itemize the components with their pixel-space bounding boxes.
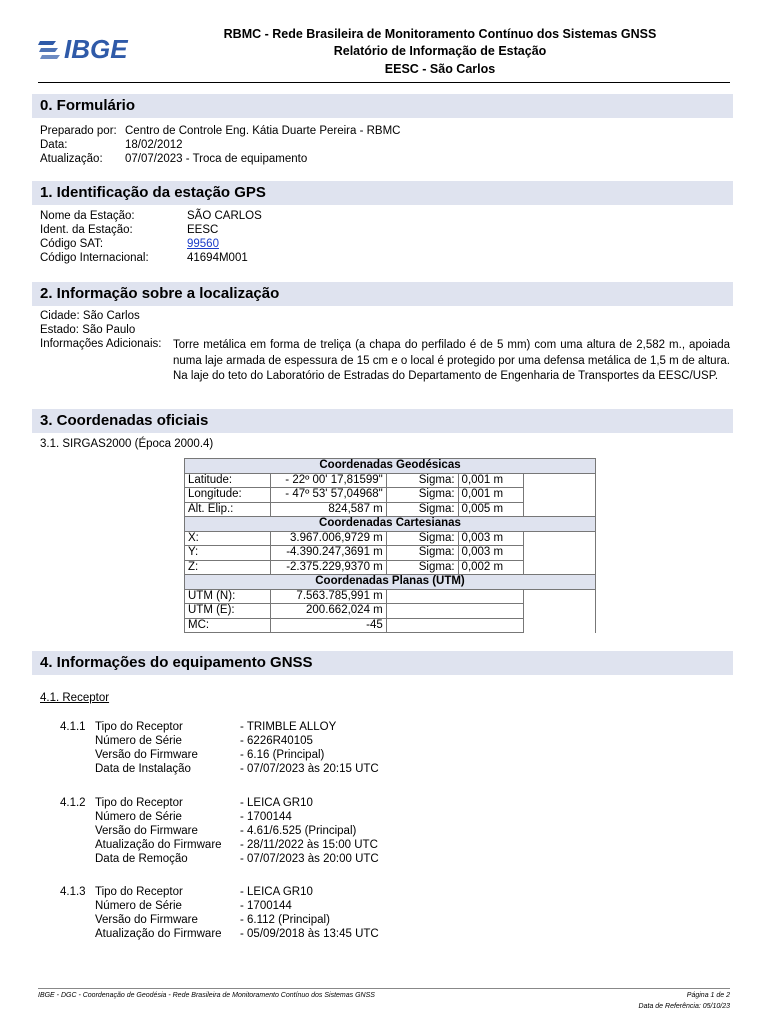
install-date-label: Data de Instalação — [95, 763, 191, 775]
y-label: Y: — [185, 546, 271, 561]
additional-info-label: Informações Adicionais: — [40, 338, 162, 350]
empty-cell — [524, 618, 596, 633]
receiver-type-label: Tipo do Receptor — [95, 886, 183, 898]
empty-cell — [524, 546, 596, 561]
x-value: 3.967.006,9729 m — [270, 531, 386, 546]
header-title: RBMC - Rede Brasileira de Monitoramento Contínuo dos Sistemas GNSS — [223, 27, 657, 41]
table-row — [185, 589, 596, 604]
empty-cell — [386, 589, 524, 604]
install-date-value: - 07/07/2023 às 20:15 UTC — [240, 763, 379, 775]
update-value: 07/07/2023 - Troca de equipamento — [125, 153, 308, 165]
reference-date: Data de Referência: 05/10/23 — [638, 1003, 730, 1010]
empty-cell — [386, 618, 524, 633]
geodetic-header: Coordenadas Geodésicas — [185, 459, 596, 474]
footer-rule — [38, 988, 730, 989]
ibge-logo — [38, 36, 146, 64]
sat-code-link[interactable]: 99560 — [187, 238, 219, 250]
firmware-update-label: Atualização do Firmware — [95, 928, 222, 940]
receiver-type-label: Tipo do Receptor — [95, 721, 183, 733]
utm-e-value: 200.662,024 m — [270, 604, 386, 619]
section-0-title: 0. Formulário — [32, 94, 733, 118]
firmware-value: - 6.16 (Principal) — [240, 749, 325, 761]
lon-sigma: 0,001 m — [458, 488, 524, 503]
footer-text: IBGE - DGC - Coordenação de Geodésia - Rede Brasileira de Monitoramento Contínuo dos Sistemas GNSS — [38, 992, 375, 999]
mc-label: MC: — [185, 618, 271, 633]
receiver-type-label: Tipo do Receptor — [95, 797, 183, 809]
y-sigma-label: Sigma: — [386, 546, 458, 561]
serial-value: - 1700144 — [240, 811, 292, 823]
z-value: -2.375.229,9370 m — [270, 560, 386, 575]
z-sigma-label: Sigma: — [386, 560, 458, 575]
table-row — [185, 531, 596, 546]
logo-text: IBGE — [64, 34, 128, 64]
y-sigma: 0,003 m — [458, 546, 524, 561]
empty-cell — [524, 488, 596, 503]
prepared-by-value: Centro de Controle Eng. Kátia Duarte Pereira - RBMC — [125, 125, 401, 137]
coordinates-table — [184, 458, 596, 633]
lat-label: Latitude: — [185, 473, 271, 488]
receiver-type-value: - LEICA GR10 — [240, 886, 313, 898]
section-4-title: 4. Informações do equipamento GNSS — [32, 651, 733, 675]
header-subtitle: Relatório de Informação de Estação — [333, 44, 547, 58]
alt-sigma: 0,005 m — [458, 502, 524, 517]
x-sigma-label: Sigma: — [386, 531, 458, 546]
station-id-label: Ident. da Estação: — [40, 224, 133, 236]
lon-sigma-label: Sigma: — [386, 488, 458, 503]
empty-cell — [524, 604, 596, 619]
alt-sigma-label: Sigma: — [386, 502, 458, 517]
firmware-value: - 4.61/6.525 (Principal) — [240, 825, 357, 837]
header-rule — [38, 82, 730, 83]
station-name-value: SÃO CARLOS — [187, 210, 262, 222]
firmware-value: - 6.112 (Principal) — [240, 914, 330, 926]
state-text: Estado: São Paulo — [40, 324, 136, 336]
firmware-label: Versão do Firmware — [95, 825, 198, 837]
alt-label: Alt. Elip.: — [185, 502, 271, 517]
receiver-number: 4.1.2 — [60, 797, 86, 809]
removal-date-label: Data de Remoção — [95, 853, 188, 865]
section-1-title: 1. Identificação da estação GPS — [32, 181, 733, 205]
receiver-type-value: - LEICA GR10 — [240, 797, 313, 809]
station-id-value: EESC — [187, 224, 219, 236]
utm-n-value: 7.563.785,991 m — [270, 589, 386, 604]
utm-e-label: UTM (E): — [185, 604, 271, 619]
empty-cell — [524, 589, 596, 604]
page-number: Página 1 de 2 — [686, 992, 730, 999]
lat-sigma: 0,001 m — [458, 473, 524, 488]
x-sigma: 0,003 m — [458, 531, 524, 546]
table-row — [185, 488, 596, 503]
firmware-update-value: - 28/11/2022 às 15:00 UTC — [240, 839, 378, 851]
intl-code-value: 41694M001 — [187, 252, 248, 264]
utm-n-label: UTM (N): — [185, 589, 271, 604]
date-label: Data: — [40, 139, 68, 151]
prepared-by-label: Preparado por: — [40, 125, 117, 137]
firmware-update-value: - 05/09/2018 às 13:45 UTC — [240, 928, 379, 940]
lon-label: Longitude: — [185, 488, 271, 503]
serial-value: - 1700144 — [240, 900, 292, 912]
empty-cell — [524, 560, 596, 575]
cartesian-header: Coordenadas Cartesianas — [185, 517, 596, 532]
city-text: Cidade: São Carlos — [40, 310, 140, 322]
table-row — [185, 546, 596, 561]
table-row — [185, 604, 596, 619]
z-label: Z: — [185, 560, 271, 575]
lat-sigma-label: Sigma: — [386, 473, 458, 488]
lat-value: - 22º 00' 17,81599" — [270, 473, 386, 488]
intl-code-label: Código Internacional: — [40, 252, 149, 264]
y-value: -4.390.247,3691 m — [270, 546, 386, 561]
table-row — [185, 502, 596, 517]
firmware-label: Versão do Firmware — [95, 914, 198, 926]
serial-value: - 6226R40105 — [240, 735, 313, 747]
empty-cell — [524, 531, 596, 546]
serial-label: Número de Série — [95, 811, 182, 823]
table-row — [185, 560, 596, 575]
empty-cell — [524, 502, 596, 517]
header-station: EESC - São Carlos — [384, 62, 496, 76]
serial-label: Número de Série — [95, 900, 182, 912]
additional-info-text: Torre metálica em forma de treliça (a chapa do perfilado é de 5 mm) com uma altura de 2,582 m., apoiada numa laje armada de espessura de 15 cm e o local é protegido por uma defensa metálica de 1,5 m de altura. Na laje do teto do Laboratório de Estradas do Departamento de Engenharia de Transportes da EESC/USP. — [173, 339, 730, 382]
removal-date-value: - 07/07/2023 às 20:00 UTC — [240, 853, 379, 865]
firmware-update-label: Atualização do Firmware — [95, 839, 222, 851]
receiver-number: 4.1.1 — [60, 721, 86, 733]
receiver-type-value: - TRIMBLE ALLOY — [240, 721, 337, 733]
utm-header: Coordenadas Planas (UTM) — [185, 575, 596, 590]
station-name-label: Nome da Estação: — [40, 210, 135, 222]
update-label: Atualização: — [40, 153, 103, 165]
sirgas-subtitle: 3.1. SIRGAS2000 (Época 2000.4) — [40, 438, 214, 450]
receiver-subtitle: 4.1. Receptor — [40, 692, 110, 704]
firmware-label: Versão do Firmware — [95, 749, 198, 761]
date-value: 18/02/2012 — [125, 139, 183, 151]
empty-cell — [524, 473, 596, 488]
table-row — [185, 618, 596, 633]
section-2-title: 2. Informação sobre a localização — [32, 282, 733, 306]
receiver-number: 4.1.3 — [60, 886, 86, 898]
x-label: X: — [185, 531, 271, 546]
lon-value: - 47º 53' 57,04968" — [270, 488, 386, 503]
table-row — [185, 473, 596, 488]
section-3-title: 3. Coordenadas oficiais — [32, 409, 733, 433]
alt-value: 824,587 m — [270, 502, 386, 517]
z-sigma: 0,002 m — [458, 560, 524, 575]
mc-value: -45 — [270, 618, 386, 633]
serial-label: Número de Série — [95, 735, 182, 747]
empty-cell — [386, 604, 524, 619]
sat-code-label: Código SAT: — [40, 238, 104, 250]
